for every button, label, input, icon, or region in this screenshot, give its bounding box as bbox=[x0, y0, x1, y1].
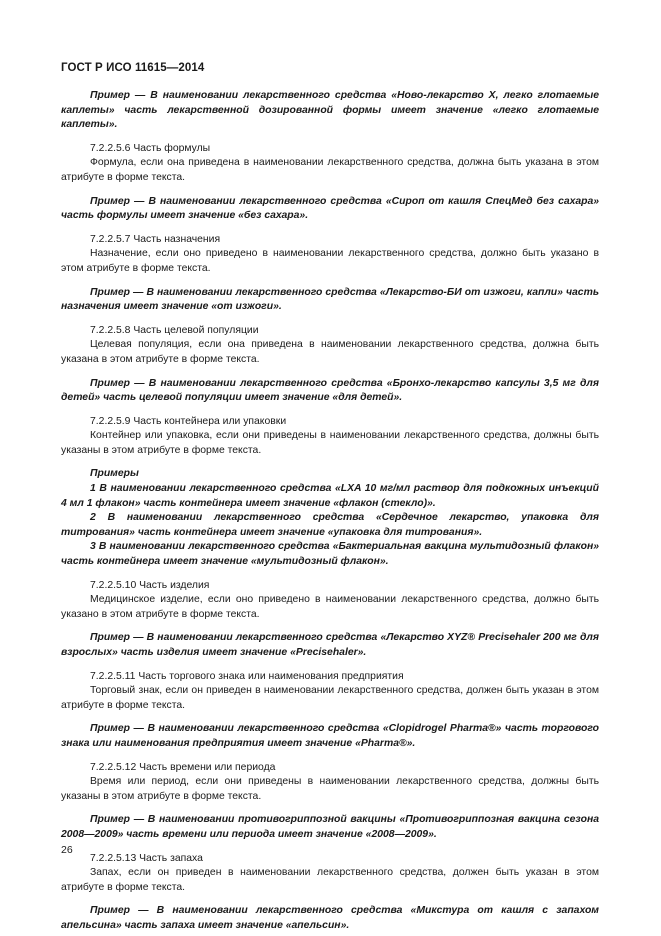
block-spacer bbox=[61, 661, 599, 670]
block-spacer bbox=[61, 622, 599, 631]
section-heading: 7.2.2.5.13 Часть запаха bbox=[90, 852, 203, 864]
block-spacer bbox=[61, 368, 599, 377]
block-spacer bbox=[61, 843, 599, 852]
example-paragraph: Пример — В наименовании лекарственного средства «Clopidrogel Pharma®» часть торгового знака или наименования предприятия имеет значение «Pharma®». bbox=[61, 723, 599, 749]
section-heading: 7.2.2.5.7 Часть назначения bbox=[90, 233, 221, 245]
block-spacer bbox=[61, 570, 599, 579]
body-paragraph: Контейнер или упаковка, если они приведены в наименовании лекарственного средства, должны быть указаны в этом атрибуте в форме текста. bbox=[61, 430, 599, 456]
body-paragraph: Медицинское изделие, если оно приведено в наименовании лекарственного средства, должно быть указано в этом атрибуте в форме текста. bbox=[61, 594, 599, 620]
block-spacer bbox=[61, 224, 599, 233]
example-paragraph: Пример — В наименовании лекарственного средства «Сироп от кашля СпецМед без сахара» часть формулы имеет значение «без сахара». bbox=[61, 195, 599, 222]
body-paragraph: Торговый знак, если он приведен в наименовании лекарственного средства, должен быть указан в этом атрибуте в форме текста. bbox=[61, 685, 599, 711]
section-heading: 7.2.2.5.11 Часть торгового знака или наименования предприятия bbox=[90, 670, 404, 682]
section-heading: 7.2.2.5.8 Часть целевой популяции bbox=[90, 324, 259, 336]
block-spacer bbox=[61, 406, 599, 415]
block-spacer bbox=[61, 713, 599, 722]
body-paragraph: Назначение, если оно приведено в наименовании лекарственного средства, должно быть указано в этом атрибуте в форме текста. bbox=[61, 248, 599, 274]
block-spacer bbox=[61, 277, 599, 286]
body-paragraph: Запах, если он приведен в наименовании лекарственного средства, должен быть указан в этом атрибуте в форме текста. bbox=[61, 867, 599, 893]
page-number: 26 bbox=[61, 844, 73, 856]
section-heading: 7.2.2.5.9 Часть контейнера или упаковки bbox=[90, 415, 287, 427]
example-paragraph: Пример — В наименовании противогриппозной вакцины «Противогриппозная вакцина сезона 2008—2009» часть времени или периода имеет значение «2008—2009». bbox=[61, 814, 599, 840]
block-spacer bbox=[61, 458, 599, 467]
example-paragraph: Пример — В наименовании лекарственного средства «Микстура от кашля с запахом апельсина» часть запаха имеет значение «апельсин». bbox=[61, 905, 599, 931]
section-heading: 7.2.2.5.10 Часть изделия bbox=[90, 579, 210, 591]
example-paragraph: 3 В наименовании лекарственного средства «Бактериальная вакцина мультидозный флакон» часть контейнера имеет значение «мультидозный флакон». bbox=[61, 541, 599, 568]
block-spacer bbox=[61, 186, 599, 195]
block-spacer bbox=[61, 133, 599, 142]
example-paragraph: Пример — В наименовании лекарственного средства «Лекарство XYZ® Precisehaler 200 мг для взрослых» часть изделия имеет значение «Precisehaler». bbox=[61, 632, 599, 658]
example-paragraph: Пример — В наименовании лекарственного средства «Бронхо-лекарство капсулы 3,5 мг для детей» часть целевой популяции имеет значение «для детей». bbox=[61, 377, 599, 404]
section-heading: 7.2.2.5.12 Часть времени или периода bbox=[90, 761, 276, 773]
example-paragraph: 1 В наименовании лекарственного средства «LXA 10 мг/мл раствор для подкожных инъекций 4 мл 1 флакон» часть контейнера имеет значение «флакон (стекло)». bbox=[61, 483, 599, 509]
block-spacer bbox=[61, 752, 599, 761]
example-paragraph: Примеры bbox=[90, 468, 139, 480]
example-paragraph: 2 В наименовании лекарственного средства «Сердечное лекарство, упаковка для титрования» часть контейнера имеет значение «упаковка для титрования». bbox=[61, 512, 599, 538]
page-content bbox=[61, 89, 599, 934]
block-spacer bbox=[61, 315, 599, 324]
body-paragraph: Целевая популяция, если она приведена в наименовании лекарственного средства, должна быть указана в этом атрибуте в форме текста. bbox=[61, 339, 599, 365]
block-spacer bbox=[61, 895, 599, 904]
page-header: ГОСТ Р ИСО 11615—2014 bbox=[61, 62, 205, 74]
section-heading: 7.2.2.5.6 Часть формулы bbox=[90, 142, 211, 154]
example-paragraph: Пример — В наименовании лекарственного средства «Лекарство-БИ от изжоги, капли» часть назначения имеет значение «от изжоги». bbox=[61, 286, 599, 313]
body-paragraph: Формула, если она приведена в наименовании лекарственного средства, должна быть указана в этом атрибуте в форме текста. bbox=[61, 157, 599, 183]
example-paragraph: Пример — В наименовании лекарственного средства «Ново-лекарство X, легко глотаемые каплеты» часть лекарственной дозированной формы имеет значение «легко глотаемые каплеты». bbox=[61, 90, 599, 131]
block-spacer bbox=[61, 804, 599, 813]
body-paragraph: Время или период, если они приведены в наименовании лекарственного средства, должны быть указаны в этом атрибуте в форме текста. bbox=[61, 776, 599, 802]
